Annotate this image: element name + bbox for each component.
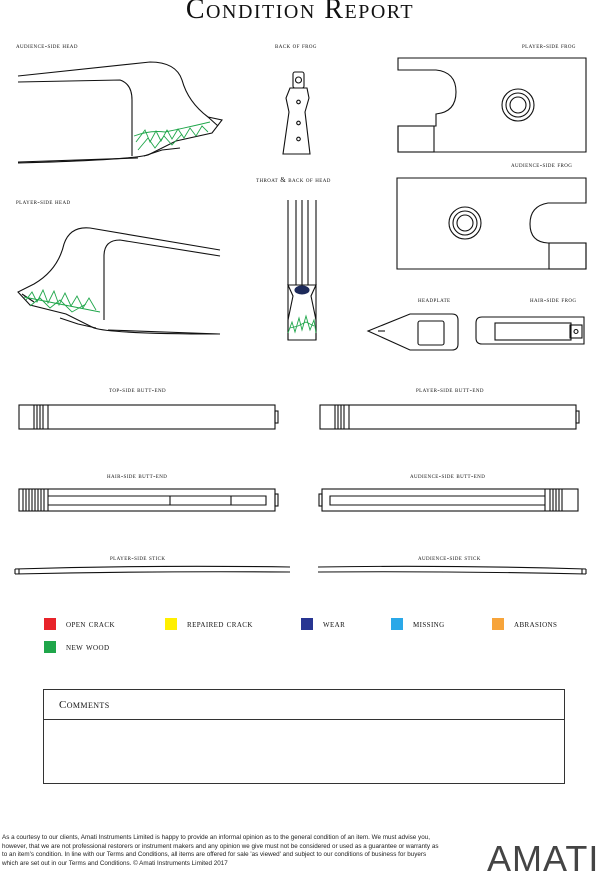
comments-field[interactable]	[44, 720, 564, 780]
label-audience-side-head: audience-side head	[16, 42, 78, 50]
diagram-audience-side-stick	[318, 566, 586, 574]
legend-wear: wear	[301, 618, 345, 630]
swatch-wear	[301, 618, 313, 630]
label-audience-side-butt-end: audience-side butt-end	[410, 472, 486, 480]
amati-logo: AMATI	[487, 838, 600, 879]
comments-box	[43, 689, 565, 784]
swatch-missing	[391, 618, 403, 630]
label-audience-side-frog: audience-side frog	[511, 161, 573, 169]
diagram-headplate	[368, 314, 458, 350]
diagram-hair-side-butt-end	[19, 489, 278, 511]
label-player-side-head: player-side head	[16, 198, 71, 206]
diagram-back-of-frog	[283, 72, 310, 154]
label-hair-side-butt-end: hair-side butt-end	[107, 472, 168, 480]
legend-missing: missing	[391, 618, 445, 630]
label-player-side-stick: player-side stick	[110, 554, 166, 562]
swatch-open-crack	[44, 618, 56, 630]
comments-heading: Comments	[44, 690, 564, 720]
diagram-audience-side-head	[18, 62, 222, 163]
disclaimer-text: As a courtesy to our clients, Amati Instruments Limited is happy to provide an informal opinion as to the general condition of an item. We must advise you, however, that we are not professional restorers or instrument makers and any opinion we give must not be considered or used as a guarantee or warranty as to an item's condition. In line with our Terms and Conditions, all items are offered for sale 'as viewed' and subject to our conditions of business for buyers which are set out in our Terms and Conditions. © Amati Instruments Limited 2017	[2, 834, 439, 867]
label-headplate: headplate	[418, 296, 451, 304]
label-player-side-butt-end: player-side butt-end	[416, 386, 484, 394]
legend-abrasions: abrasions	[492, 618, 557, 630]
diagram-player-side-frog	[398, 58, 586, 152]
diagram-player-side-butt-end	[320, 405, 579, 429]
label-back-of-frog: back of frog	[275, 42, 317, 50]
diagram-audience-side-butt-end	[319, 489, 578, 511]
diagram-player-side-stick	[15, 566, 290, 574]
swatch-new-wood	[44, 641, 56, 653]
label-throat-back-of-head: throat & back of head	[256, 176, 331, 184]
diagram-throat-back-of-head	[288, 200, 316, 340]
swatch-repaired-crack	[165, 618, 177, 630]
label-top-side-butt-end: top-side butt-end	[109, 386, 167, 394]
legend-open-crack: open crack	[44, 618, 115, 630]
label-audience-side-stick: audience-side stick	[418, 554, 481, 562]
diagram-player-side-head	[18, 228, 220, 334]
diagram-hair-side-frog	[476, 317, 584, 344]
diagram-audience-side-frog	[397, 178, 586, 269]
label-player-side-frog: player-side frog	[522, 42, 576, 50]
diagram-top-side-butt-end	[19, 405, 278, 429]
label-hair-side-frog: hair-side frog	[530, 296, 577, 304]
page-title: Condition Report	[185, 0, 415, 25]
swatch-abrasions	[492, 618, 504, 630]
legend-new-wood: new wood	[44, 641, 109, 653]
legend-repaired-crack: repaired crack	[165, 618, 253, 630]
